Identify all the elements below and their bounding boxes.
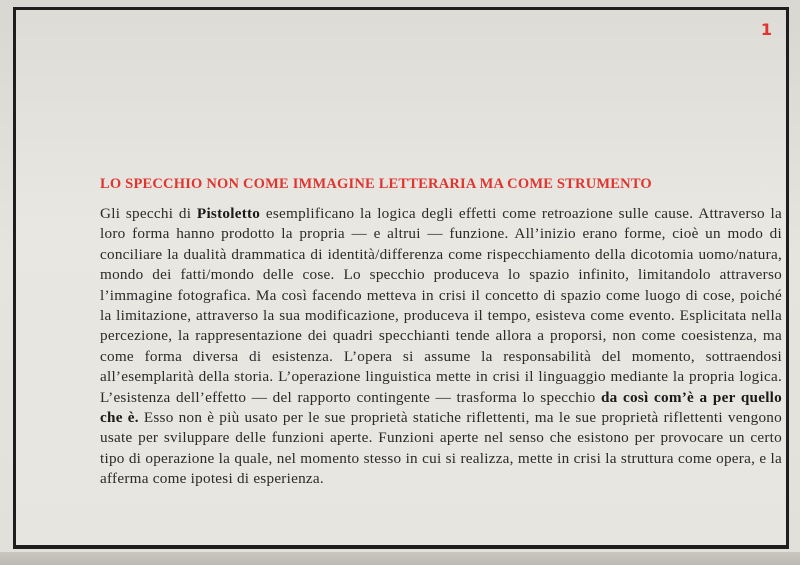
body-text-part-2: esemplificano la logica degli effetti come retroazione sulle cause. Attraverso la loro forma hanno prodotto la propria — e altrui — funzione. All’inizio erano forme, cioè un modo di conciliare la dualità drammatica di identità/differenza come rispecchiamento della dicotomia uomo/natura, mondo dei fatti/mondo delle cose. Lo specchio produceva lo spazio infinito, limitandolo attraverso l’immagine fotografica. Ma così facendo metteva in crisi il concetto di spazio come luogo di cose, poiché la limitazione, attraverso la sua modificazione, produceva il tempo, esisteva come evento. Esplicitata nella percezione, la rappresentazione dei quadri specchianti tende allora a proporsi, non come coesistenza, ma come forma diversa di esistenza. L’opera si assume la responsabilità del momento, sottraendosi all’esemplarità della storia. L’operazione linguistica mette in crisi il linguaggio mediante la propria logica. L’esistenza dell’effetto — del rapporto contingente — trasforma lo specchio: [100, 205, 782, 406]
page-bottom-edge: [0, 552, 800, 565]
body-text-part-1: Gli specchi di: [100, 205, 197, 222]
page-number: 1: [760, 20, 772, 39]
artist-name: Pistoletto: [196, 205, 261, 222]
body-paragraph: [100, 204, 782, 490]
section-title: LO SPECCHIO NON COME IMMAGINE LETTERARIA MA COME STRUMENTO: [100, 176, 652, 192]
body-text-part-3: Esso non è più usato per le sue proprietà statiche riflettenti, ma le sue proprietà riflettenti vengono usate per sviluppare delle funzioni aperte. Funzioni aperte nel senso che esistono per provocare un certo tipo di operazione la quale, nel momento stesso in cui si realizza, mette in crisi la struttura come opera, e la afferma come ipotesi di esperienza.: [100, 409, 782, 488]
emphasis-phrase: da così com’è a per quello che è.: [100, 388, 782, 427]
